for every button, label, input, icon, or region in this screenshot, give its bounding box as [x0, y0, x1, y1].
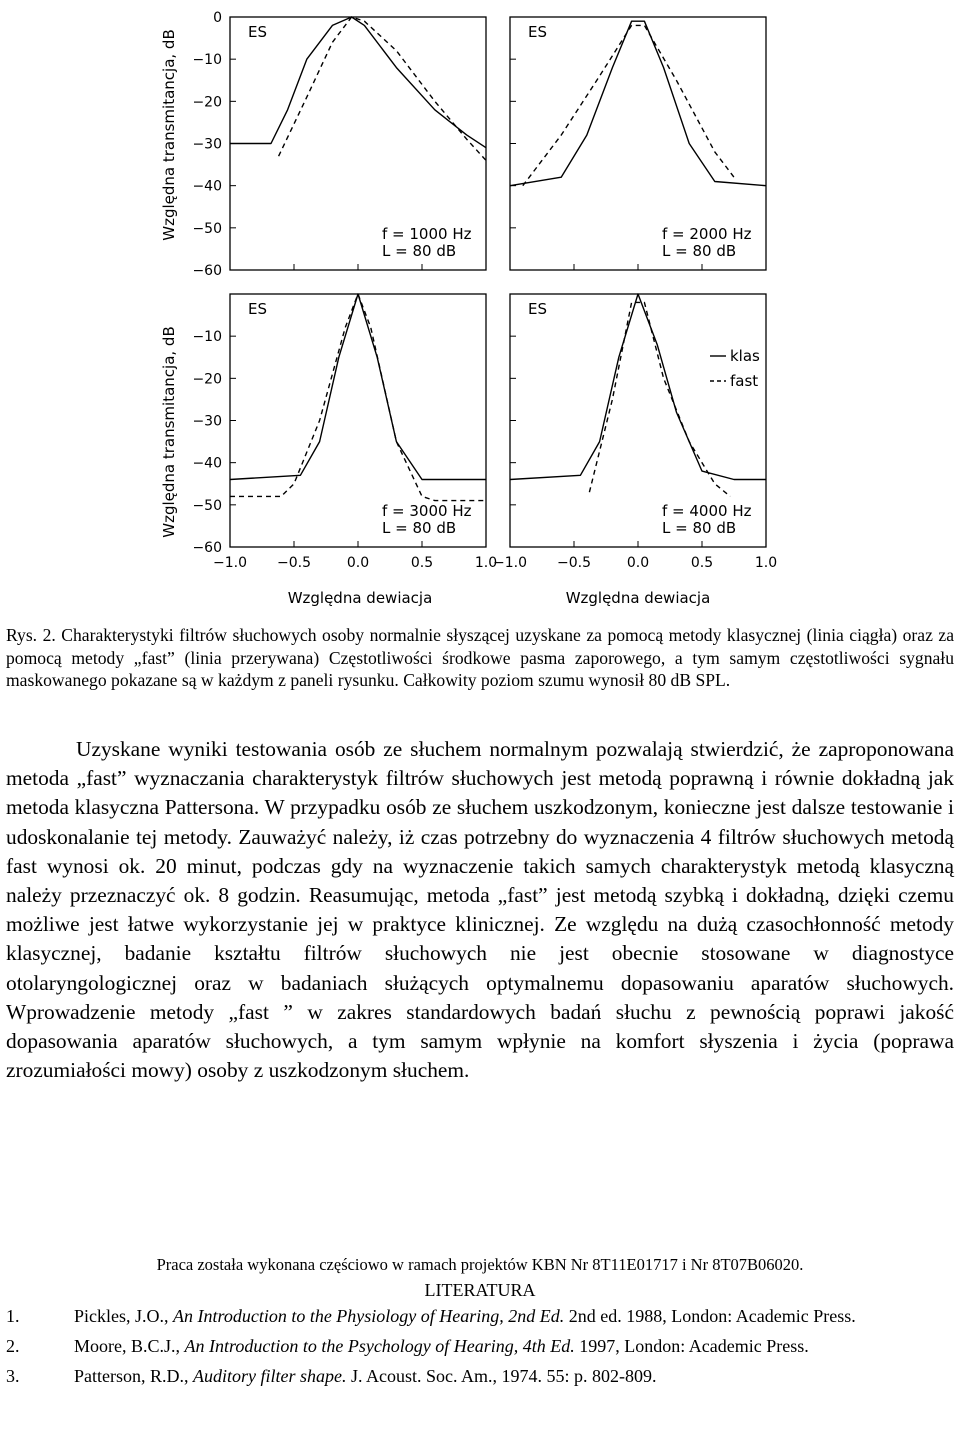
panel-frequency: f = 4000 Hz — [662, 502, 752, 520]
x-tick-label: −0.5 — [557, 555, 591, 571]
reference-item — [6, 1305, 956, 1327]
reference-details: 2nd ed. 1988, London: Academic Press. — [564, 1306, 856, 1326]
x-tick-label: −1.0 — [493, 555, 527, 571]
x-tick-label: 0.5 — [690, 555, 714, 571]
x-tick-label: 1.0 — [754, 555, 778, 571]
reference-title: An Introduction to the Physiology of Hearing, 2nd Ed. — [173, 1306, 565, 1326]
reference-number: 2. — [6, 1336, 20, 1356]
reference-author: Pickles, J.O., — [74, 1306, 173, 1326]
y-tick-label: −30 — [192, 136, 222, 153]
y-tick-label: −20 — [192, 371, 222, 388]
panel-frequency: f = 2000 Hz — [662, 225, 752, 243]
fast-series-line — [523, 25, 734, 185]
y-tick-label: −20 — [192, 94, 222, 111]
x-tick-label: 1.0 — [474, 555, 498, 571]
panel-frequency: f = 1000 Hz — [382, 225, 472, 243]
reference-number: 1. — [6, 1306, 20, 1326]
reference-item — [6, 1335, 956, 1357]
y-tick-label: −40 — [192, 455, 222, 472]
reference-details: J. Acoust. Soc. Am., 1974. 55: p. 802-809. — [346, 1366, 657, 1386]
x-axis-label-left: Względna dewiacja — [287, 589, 433, 607]
panel-level: L = 80 dB — [662, 519, 737, 537]
y-tick-label: 0 — [213, 10, 222, 26]
y-tick-label: −40 — [192, 178, 222, 195]
y-tick-label: −30 — [192, 413, 222, 430]
y-tick-label: −50 — [192, 220, 222, 237]
panel-frequency: f = 3000 Hz — [382, 502, 472, 520]
klas-series-line — [230, 17, 486, 148]
reference-list — [6, 1305, 956, 1395]
body-paragraph: Uzyskane wyniki testowania osób ze słuchem normalnym pozwalają stwierdzić, że zaproponowana metoda „fast” wyznaczania charakterystyk filtrów słuchowych jest metodą poprawną i równie dokładną jak metoda klasyczna Pattersona. W przypadku osób ze słuchem uszkodzonym, konieczne jest dalsze testowanie i udoskonalanie tej metody. Zauważyć należy, iż czas potrzebny do wyznaczenia 4 filtrów słuchowych metodą fast wynosi ok. 20 minut, podczas gdy na wyznaczenie takich samych charakterystyk metodą klasyczną należy przeznaczyć ok. 8 godzin. Reasumując, metoda „fast” jest metodą szybką i dokładną, dzięki czemu możliwe jest łatwe wykorzystanie jej w praktyce klinicznej. Ze względu na dużą czasochłonność metody klasycznej, badanie kształtu filtrów słuchowych nie jest obecnie stosowane w diagnostyce otolaryngologicznej oraz w badaniach służących optymalnemu dopasowaniu aparatów słuchowych. Wprowadzenie metody „fast ” w zakres standardowych badań słuchu z pewnością poprawi jakość dopasowania aparatów słuchowych, a tym samym wpłynie na komfort słyszenia i życia (poprawa zrozumiałości mowy) osoby z uszkodzonym słuchem. — [6, 737, 954, 1083]
panel-level: L = 80 dB — [382, 519, 457, 537]
reference-item — [6, 1365, 956, 1387]
fast-series-line — [230, 294, 486, 501]
x-tick-label: 0.5 — [410, 555, 434, 571]
reference-author: Moore, B.C.J., — [74, 1336, 185, 1356]
klas-series-line — [510, 294, 766, 480]
panel-tag: ES — [248, 23, 267, 41]
x-tick-label: −0.5 — [277, 555, 311, 571]
reference-details: 1997, London: Academic Press. — [574, 1336, 809, 1356]
x-tick-label: 0.0 — [626, 555, 650, 571]
y-tick-label: −60 — [192, 540, 222, 556]
panel-tag: ES — [528, 300, 547, 318]
reference-title: Auditory filter shape. — [193, 1366, 347, 1386]
x-tick-label: 0.0 — [346, 555, 370, 571]
y-axis-label-bottom: Względna transmitancja, dB — [160, 326, 178, 538]
panel-tag: ES — [248, 300, 267, 318]
klas-series-line — [510, 21, 766, 186]
acknowledgement: Praca została wykonana częściowo w ramach projektów KBN Nr 8T11E01717 i Nr 8T07B06020. — [156, 1255, 804, 1274]
literature-heading: LITERATURA — [424, 1280, 536, 1300]
fast-series-line — [279, 17, 486, 160]
y-tick-label: −60 — [192, 263, 222, 279]
x-tick-label: −1.0 — [213, 555, 247, 571]
figure-caption: Rys. 2. Charakterystyki filtrów słuchowych osoby normalnie słyszącej uzyskane za pomocą metody klasycznej (linia ciągła) oraz za pomocą metody „fast” (linia przerywana) Częstotliwości środkowe pasma zaporowego, a tym samym częstotliwości sygnału maskowanego pokazane są w każdym z paneli rysunku. Całkowity poziom szumu wynosił 80 dB SPL. — [6, 625, 954, 690]
panel-level: L = 80 dB — [382, 242, 457, 260]
y-tick-label: −10 — [192, 329, 222, 346]
y-tick-label: −50 — [192, 497, 222, 514]
legend-dashed-label: fast — [730, 372, 759, 390]
filter-characteristics-figure — [0, 0, 960, 615]
y-axis-label-top: Względna transmitancja, dB — [160, 29, 178, 241]
panel-level: L = 80 dB — [662, 242, 737, 260]
legend-solid-label: klas — [730, 347, 760, 365]
x-axis-label-right: Względna dewiacja — [565, 589, 711, 607]
klas-series-line — [230, 294, 486, 480]
reference-author: Patterson, R.D., — [74, 1366, 193, 1386]
fast-series-line — [589, 302, 730, 496]
reference-number: 3. — [6, 1366, 20, 1386]
y-tick-label: −10 — [192, 52, 222, 69]
panel-tag: ES — [528, 23, 547, 41]
reference-title: An Introduction to the Psychology of Hearing, 4th Ed. — [184, 1336, 575, 1356]
